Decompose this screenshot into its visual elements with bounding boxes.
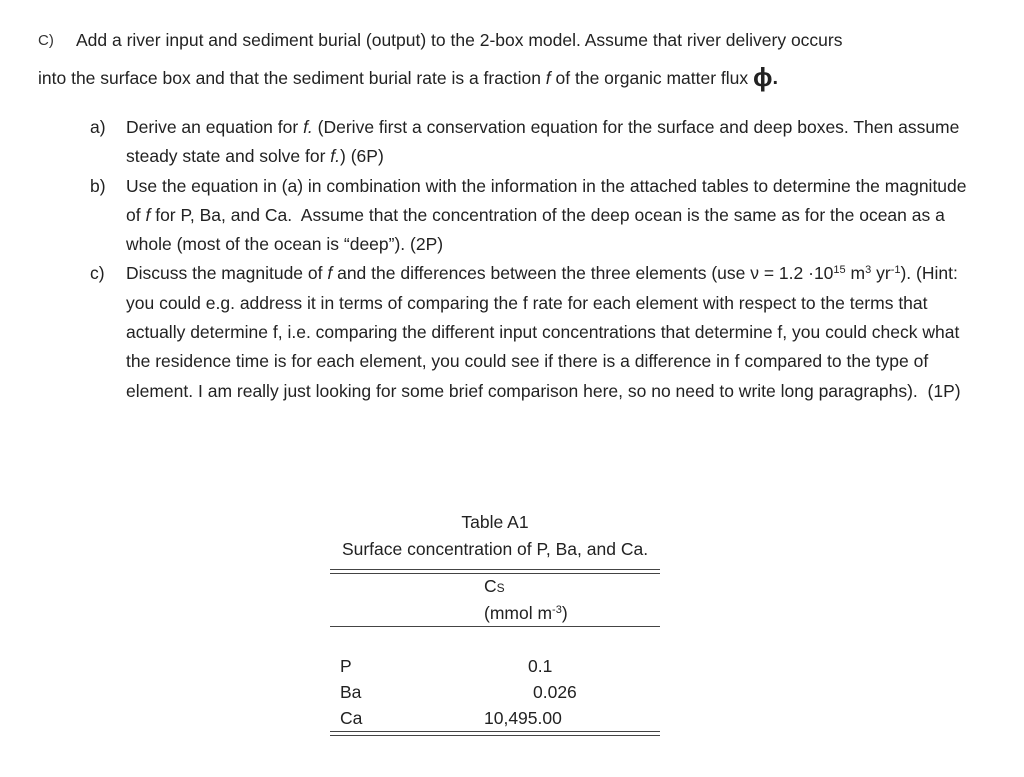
sub-question-label: c) [90,263,105,284]
table-row-element: Ba [340,682,362,702]
question-intro [38,22,998,97]
table-row-element: Ca [340,708,363,728]
table-row-value: 0.1 [528,656,553,676]
sub-question-list [90,113,970,406]
column-header-unit: (mmol $m^{-3}$) [484,603,568,623]
sub-question-text: Discuss the magnitude of f and the differences between the three elements (use $\nu = 1.2 \cdot 10^{15}$ $m^3$ $yr^{-1}$). (Hint: you could e.g. address it in terms of comparing the f rate for each element with respect to the terms that actually determine f, i.e. comparing the different input concentrations that determine f, you could check what the residence time is for each element, you could see if there is a difference in f compared to the type of element. I am really just looking for some brief comparison here, so no need to write long paragraphs). (1P) [126,263,961,401]
sub-question-label: b) [90,175,106,196]
phi-symbol: ϕ [753,62,773,92]
table-row-value: 0.026 [533,682,577,702]
sub-question-b [90,172,970,260]
sub-question-text: Use the equation in (a) in combination with the information in the attached tables to determine the magnitude of f for P, Ba, and Ca. Assume that the concentration of the deep ocean is the same as for the ocean as a whole (most of the ocean is “deep”). (2P) [126,175,967,255]
table-bottom-rule [330,731,660,736]
question-line-2: into the surface box and that the sediment burial rate is a fraction f of the organic matter flux ϕ. [38,62,779,92]
question-marker: C) [38,32,54,49]
sub-question-a [90,113,970,172]
table-top-rule [330,569,660,574]
question-line-1: Add a river input and sediment burial (output) to the 2-box model. Assume that river delivery occurs [76,30,843,50]
table-header-rule [330,626,660,627]
sub-question-label: a) [90,117,106,137]
sub-question-text: Derive an equation for f. (Derive first a conservation equation for the surface and deep boxes. Then assume steady state and solve for f.) (6P) [126,117,960,167]
table-row-element: P [340,656,352,676]
sub-question-c [90,259,970,405]
table-title: Table A1 [461,512,529,532]
table-caption: Surface concentration of P, Ba, and Ca. [341,539,649,559]
table-row-value: 10,495.00 [484,708,562,728]
column-header-symbol: CS [484,576,505,596]
